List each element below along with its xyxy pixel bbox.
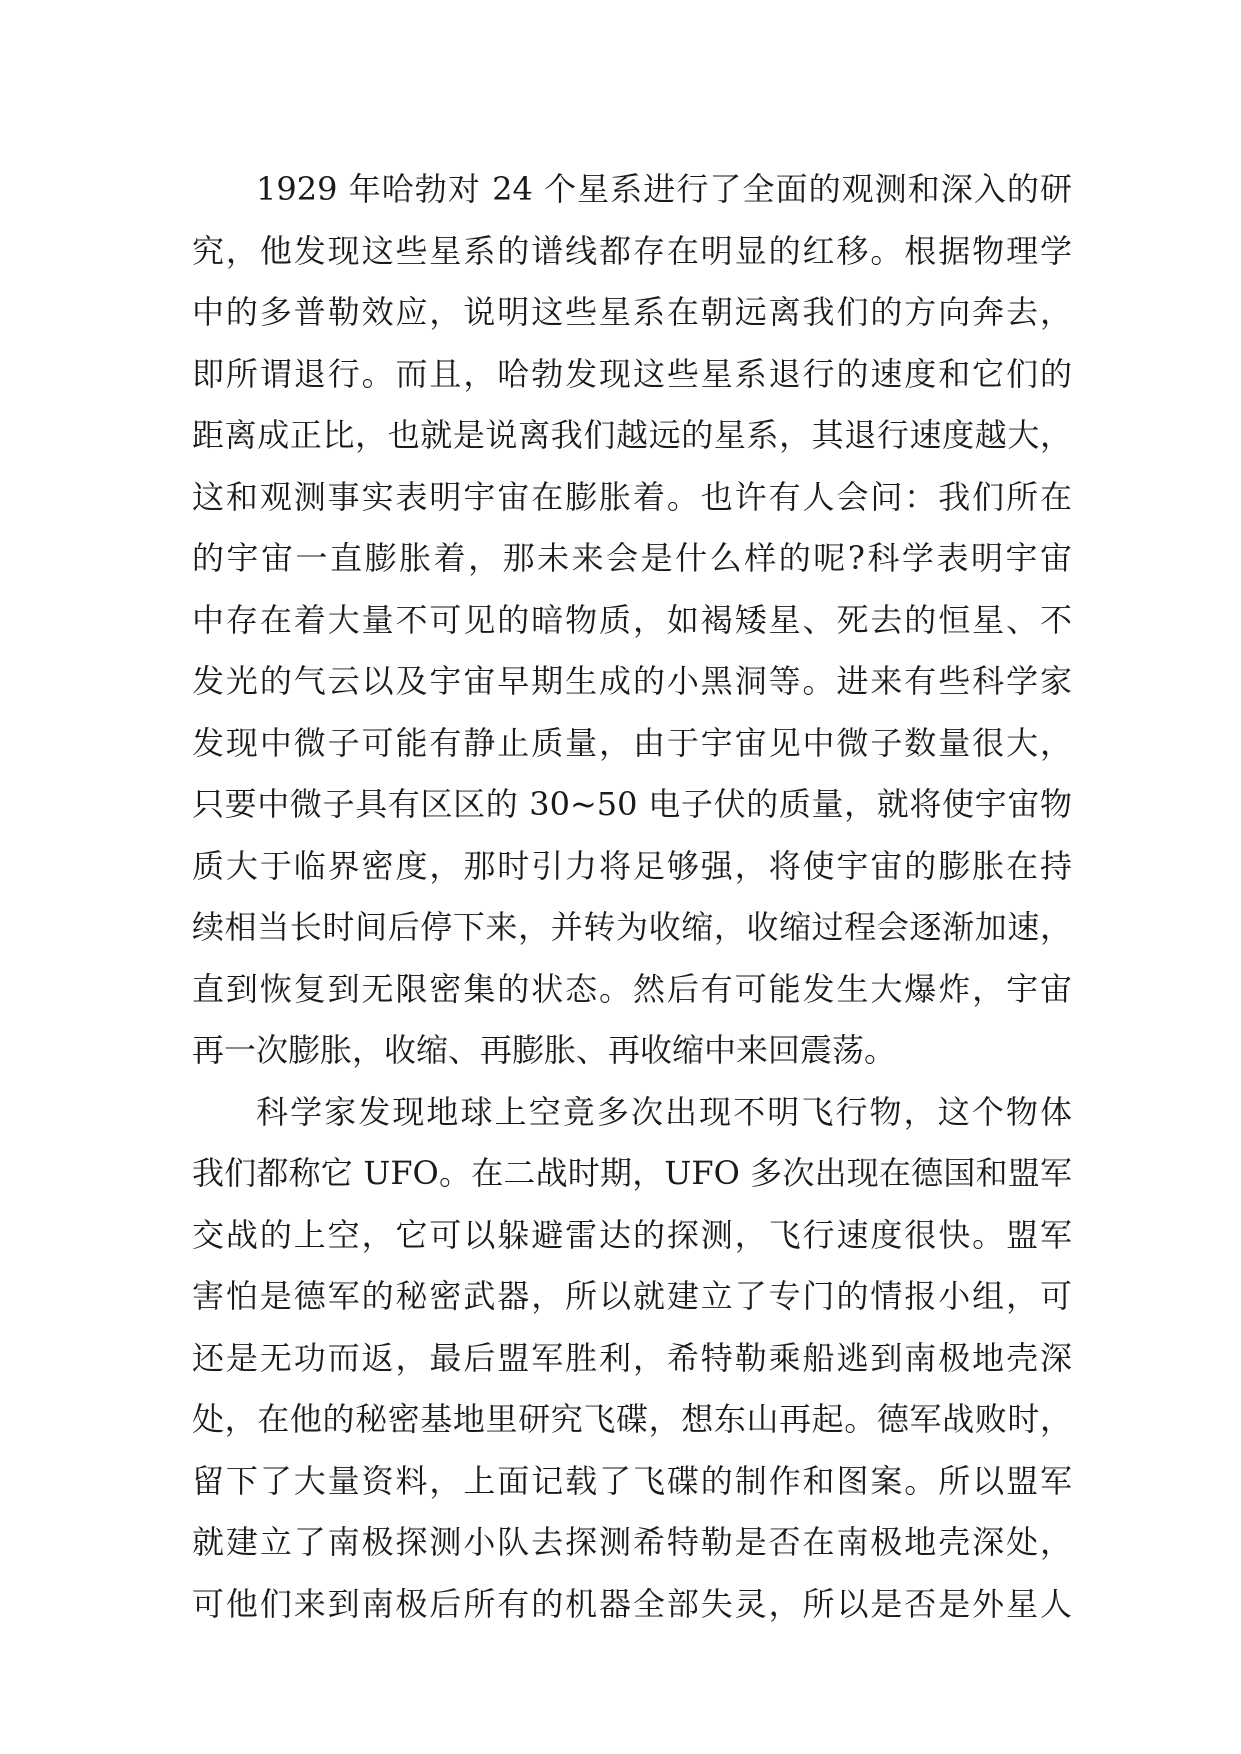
paragraph-line: 即所谓退行。而且，哈勃发现这些星系退行的速度和它们的 <box>192 354 1072 393</box>
paragraph-line: 就建立了南极探测小队去探测希特勒是否在南极地壳深处， <box>192 1523 1072 1561</box>
paragraph-line: 只要中微子具有区区的 30~50 电子伏的质量，就将使宇宙物 <box>192 785 1072 823</box>
paragraph-line: 发光的气云以及宇宙早期生成的小黑洞等。进来有些科学家 <box>192 662 1072 700</box>
paragraph-ufo <box>192 1082 1072 1636</box>
paragraph-line: 科学家发现地球上空竟多次出现不明飞行物，这个物体 <box>256 1092 1072 1131</box>
paragraph-line: 这和观测事实表明宇宙在膨胀着。也许有人会问：我们所在 <box>192 477 1072 516</box>
paragraph-line: 究，他发现这些星系的谱线都存在明显的红移。根据物理学 <box>192 231 1072 270</box>
paragraph-line: 中的多普勒效应，说明这些星系在朝远离我们的方向奔去， <box>192 293 1072 331</box>
body-text <box>192 159 1072 1635</box>
paragraph-line: 还是无功而返，最后盟军胜利，希特勒乘船逃到南极地壳深 <box>192 1338 1072 1377</box>
paragraph-hubble-expansion <box>192 159 1072 1082</box>
paragraph-line: 害怕是德军的秘密武器，所以就建立了专门的情报小组，可 <box>192 1277 1072 1315</box>
paragraph-line: 续相当长时间后停下来，并转为收缩，收缩过程会逐渐加速， <box>192 908 1072 946</box>
paragraph-line: 质大于临界密度，那时引力将足够强，将使宇宙的膨胀在持 <box>192 846 1072 885</box>
paragraph-line: 直到恢复到无限密集的状态。然后有可能发生大爆炸，宇宙 <box>192 969 1072 1008</box>
paragraph-line: 我们都称它 UFO。在二战时期，UFO 多次出现在德国和盟军 <box>192 1154 1072 1192</box>
paragraph-line: 可他们来到南极后所有的机器全部失灵，所以是否是外星人 <box>192 1584 1072 1623</box>
paragraph-line: 1929 年哈勃对 24 个星系进行了全面的观测和深入的研 <box>256 170 1072 208</box>
paragraph-line: 留下了大量资料，上面记载了飞碟的制作和图案。所以盟军 <box>192 1461 1072 1500</box>
paragraph-line: 中存在着大量不可见的暗物质，如褐矮星、死去的恒星、不 <box>192 600 1072 639</box>
paragraph-line: 再一次膨胀，收缩、再膨胀、再收缩中来回震荡。 <box>192 1031 897 1069</box>
paragraph-line: 交战的上空，它可以躲避雷达的探测，飞行速度很快。盟军 <box>192 1215 1072 1254</box>
paragraph-line: 发现中微子可能有静止质量，由于宇宙见中微子数量很大， <box>192 723 1072 762</box>
paragraph-line: 的宇宙一直膨胀着，那未来会是什么样的呢?科学表明宇宙 <box>192 539 1072 577</box>
paragraph-line: 处，在他的秘密基地里研究飞碟，想东山再起。德军战败时， <box>192 1400 1072 1438</box>
paragraph-line: 距离成正比，也就是说离我们越远的星系，其退行速度越大， <box>192 416 1072 454</box>
